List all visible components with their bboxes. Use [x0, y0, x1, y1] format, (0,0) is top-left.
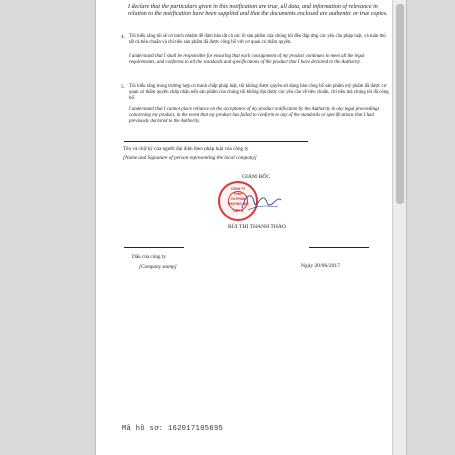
- item-4-english: I understand that I shall be responsible for ensuring that each consignment of my product continues to meet all the legal requirements, and conforms to all the standards and specifications of the product that I have declared to the Authority.: [129, 54, 365, 66]
- director-title: GIÁM ĐỐC: [242, 174, 271, 180]
- company-seal-line-5: VIỆT N: [232, 209, 244, 213]
- item-5-english: I understand that I cannot place reliance on the acceptance of my product notification by the Authority in any legal proceedings concerning my product, in the event that my product has failed to conform to any of the standards or specifications that I had previously declared to the Authority.: [129, 107, 380, 125]
- company-stamp-label-en: [Company stamp]: [139, 264, 177, 270]
- company-seal-line-2: TNHH: [233, 192, 243, 196]
- date-line-right: [309, 247, 369, 248]
- signing-date: Ngày 20/06/2017: [301, 263, 340, 269]
- signature-label-en: [Name and Signature of person representing the local company]: [123, 155, 257, 161]
- company-seal-line-4: THƯƠNG MẠI: [227, 202, 249, 206]
- item-5-vietnamese: Tôi hiểu rằng trong trường hợp có tranh chấp pháp luật, tôi không được quyền sử dụng bản công bố sản phẩm mỹ phẩm đã được cơ quan có thẩm quyền chấp nhận nếu sản phẩm của chúng tôi không đạt được các yêu cầu về tiêu chuẩn, chỉ tiêu mà chúng tôi đã công bố.: [129, 84, 389, 102]
- company-stamp-label-vi: Dấu của công ty: [132, 254, 166, 260]
- signature-divider: [124, 141, 308, 142]
- vertical-scrollbar[interactable]: [392, 0, 406, 455]
- declaration-intro: I declare that the particulars given in this notification are true, all data, and information of relevance in relation to the notification have been supplied and that the documents enclosed are authentic or true copies.: [128, 4, 388, 17]
- signature-label-vi: Tên và chữ ký của người đại diện theo pháp luật của công ty: [123, 146, 249, 152]
- company-seal-line-1: CÔNG TY: [230, 187, 246, 191]
- item-4-vietnamese: Tôi hiểu rằng tôi sẽ có trách nhiệm để đảm bảo tất cả các lô sản phẩm của chúng tôi đều đáp ứng các yêu cầu pháp luật, và tuân thủ tất cả tiêu chuẩn và chỉ tiêu sản phẩm đã được công bố với cơ quan có thẩm quyền.: [129, 34, 386, 46]
- scrollbar-thumb[interactable]: [396, 4, 404, 204]
- handwritten-signature: [236, 188, 284, 218]
- director-name: BÙI THỊ THANH THẢO: [228, 224, 286, 230]
- file-number: Mã hồ sơ: 162017105695: [122, 425, 224, 433]
- document-page: [95, 0, 407, 455]
- item-5-number: 5.: [121, 85, 125, 90]
- item-4-number: 4.: [121, 35, 125, 40]
- stamp-line-left: [124, 247, 184, 248]
- company-seal-line-3: CỔ PHẦN: [230, 197, 246, 201]
